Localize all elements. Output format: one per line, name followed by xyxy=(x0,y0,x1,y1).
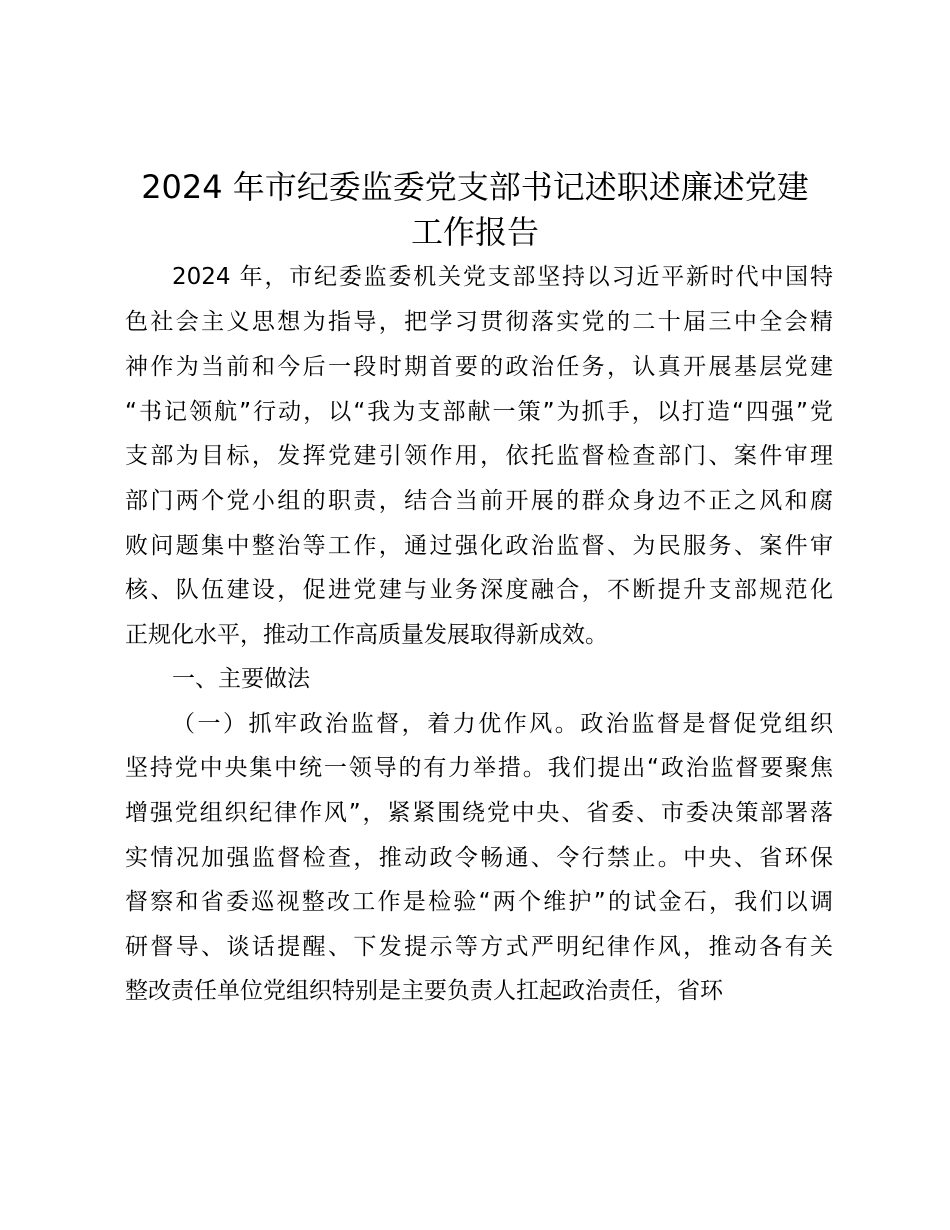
paragraph-line: 部门两个党小组的职责，结合当前开展的群众身边不正之风和腐 xyxy=(125,488,833,514)
paragraph-line: 支部为目标，发挥党建引领作用，依托监督检查部门、案件审理 xyxy=(125,443,833,469)
paragraph-line: 督察和省委巡视整改工作是检验“两个维护”的试金石，我们以调 xyxy=(125,889,833,915)
paragraph-line: 正规化水平，推动工作高质量发展取得新成效。 xyxy=(125,622,608,648)
paragraph-line: 核、队伍建设，促进党建与业务深度融合，不断提升支部规范化 xyxy=(125,577,833,603)
paragraph-line: 增强党组织纪律作风”，紧紧围绕党中央、省委、市委决策部署落 xyxy=(125,800,833,826)
paragraph-line: 色社会主义思想为指导，把学习贯彻落实党的二十届三中全会精 xyxy=(125,309,833,335)
paragraph-line: “书记领航”行动，以“我为支部献一策”为抓手，以打造“四强”党 xyxy=(125,399,833,425)
paragraph-line: 坚持党中央集中统一领导的有力举措。我们提出“政治监督要聚焦 xyxy=(125,755,833,781)
paragraph-line: （一）抓牢政治监督，着力优作风。政治监督是督促党组织 xyxy=(172,711,833,737)
paragraph-line: 实情况加强监督检查，推动政令畅通、令行禁止。中央、省环保 xyxy=(125,845,833,871)
document-title-line-2: 工作报告 xyxy=(410,213,539,251)
paragraph-line: 2024 年，市纪委监委机关党支部坚持以习近平新时代中国特 xyxy=(172,264,833,290)
paragraph-line: 研督导、谈话提醒、下发提示等方式严明纪律作风，推动各有关 xyxy=(125,934,833,960)
paragraph-line: 败问题集中整治等工作，通过强化政治监督、为民服务、案件审 xyxy=(125,533,833,559)
paragraph-line: 神作为当前和今后一段时期首要的政治任务，认真开展基层党建 xyxy=(125,354,833,380)
paragraph-line: 整改责任单位党组织特别是主要负责人扛起政治责任，省环 xyxy=(125,978,723,1004)
document-title-line-1: 2024 年市纪委监委党支部书记述职述廉述党建 xyxy=(141,168,809,206)
section-heading-main-practices: 一、主要做法 xyxy=(172,666,310,692)
